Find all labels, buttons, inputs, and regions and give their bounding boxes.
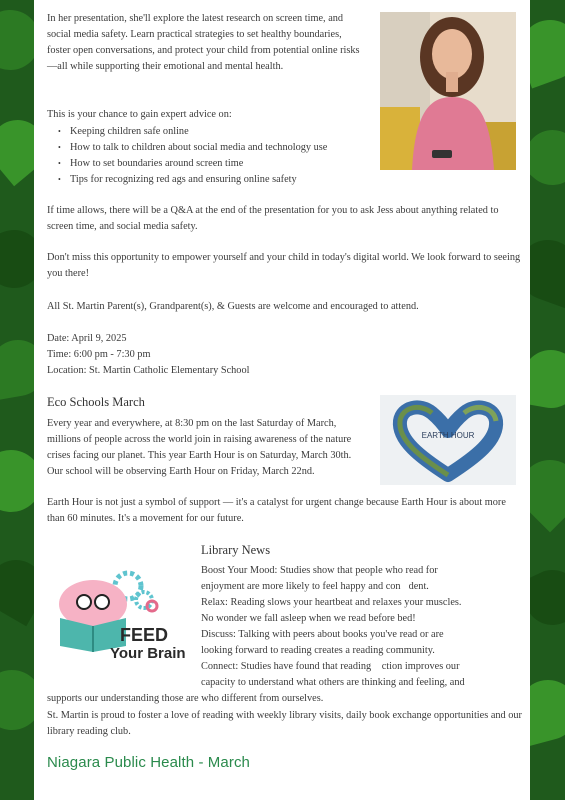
- newsletter-page: [34, 0, 530, 800]
- event-location: Location: St. Martin Catholic Elementary School: [47, 365, 250, 376]
- library-line: No wonder we fall asleep when we read before bed!: [201, 613, 416, 624]
- eco-heading: Eco Schools March: [47, 395, 145, 409]
- welcome-paragraph: All St. Martin Parent(s), Grandparent(s), & Guests are welcome and encouraged to attend.: [47, 301, 419, 312]
- library-line: looking forward to reading creates a reading community.: [201, 645, 435, 656]
- library-line: Boost Your Mood: Studies show that people who read for: [201, 565, 438, 576]
- event-date: Date: April 9, 2025: [47, 333, 127, 344]
- earth-hour-label: EARTH HOUR: [421, 431, 475, 440]
- library-line: enjoyment are more likely to feel happy and con dent.: [201, 581, 429, 592]
- event-time: Time: 6:00 pm - 7:30 pm: [47, 349, 151, 360]
- intro-paragraph: In her presentation, she'll explore the latest research on screen time, and social media safety. Learn practical strategies to set healthy boundaries, foster open conversations, and protect your child from potential online risks—all while supporting their emotional and mental health.: [47, 13, 360, 72]
- library-line: Relax: Reading slows your heartbeat and relaxes your muscles.: [201, 597, 462, 608]
- library-line: capacity to understand what others are thinking and feeling, and: [201, 677, 465, 688]
- advice-intro: This is your chance to gain expert advice on:: [47, 109, 232, 120]
- dont-miss-paragraph: Don't miss this opportunity to empower yourself and your child in today's digital world. We look forward to seeing you there!: [47, 252, 521, 279]
- list-item: • Keeping children safe online: [50, 124, 380, 140]
- list-item: • Tips for recognizing red ags and ensuring online safety: [50, 172, 380, 188]
- list-item: • How to set boundaries around screen time: [50, 156, 380, 172]
- eco-paragraph-2: Earth Hour is not just a symbol of support — it's a catalyst for urgent change because Earth Hour is about more than 60 minutes. It's a movement for our future.: [47, 497, 506, 524]
- feed-label: FEED: [120, 625, 169, 645]
- presenter-photo: [380, 12, 516, 170]
- feed-your-brain-logo: [48, 556, 188, 668]
- library-closing: St. Martin is proud to foster a love of reading with weekly library visits, daily book exchange opportunities and our library reading club.: [47, 710, 522, 737]
- your-brain-label: Your Brain: [110, 645, 186, 662]
- library-line-last: supports our understanding those are who different from ourselves.: [47, 693, 324, 704]
- library-line: Discuss: Talking with peers about books you've read or are: [201, 629, 444, 640]
- advice-list: [50, 124, 380, 188]
- library-heading: Library News: [201, 543, 271, 557]
- list-item: • How to talk to children about social media and technology use: [50, 140, 380, 156]
- library-lines: [201, 563, 521, 691]
- qa-paragraph: If time allows, there will be a Q&A at the end of the presentation for you to ask Jess about anything related to screen time, and social media safety.: [47, 205, 499, 232]
- earth-hour-image: [380, 395, 516, 485]
- library-line: Connect: Studies have found that reading  ction improves our: [201, 661, 460, 672]
- eco-paragraph: Every year and everywhere, at 8:30 pm on the last Saturday of March, millions of people across the world join in raising awareness of the nature crises facing our planet. This year Earth Hour is on Saturday, March 30th. Our school will be observing Earth Hour on Friday, March 22nd.: [47, 418, 352, 477]
- footer-title: Niagara Public Health - March: [47, 754, 250, 771]
